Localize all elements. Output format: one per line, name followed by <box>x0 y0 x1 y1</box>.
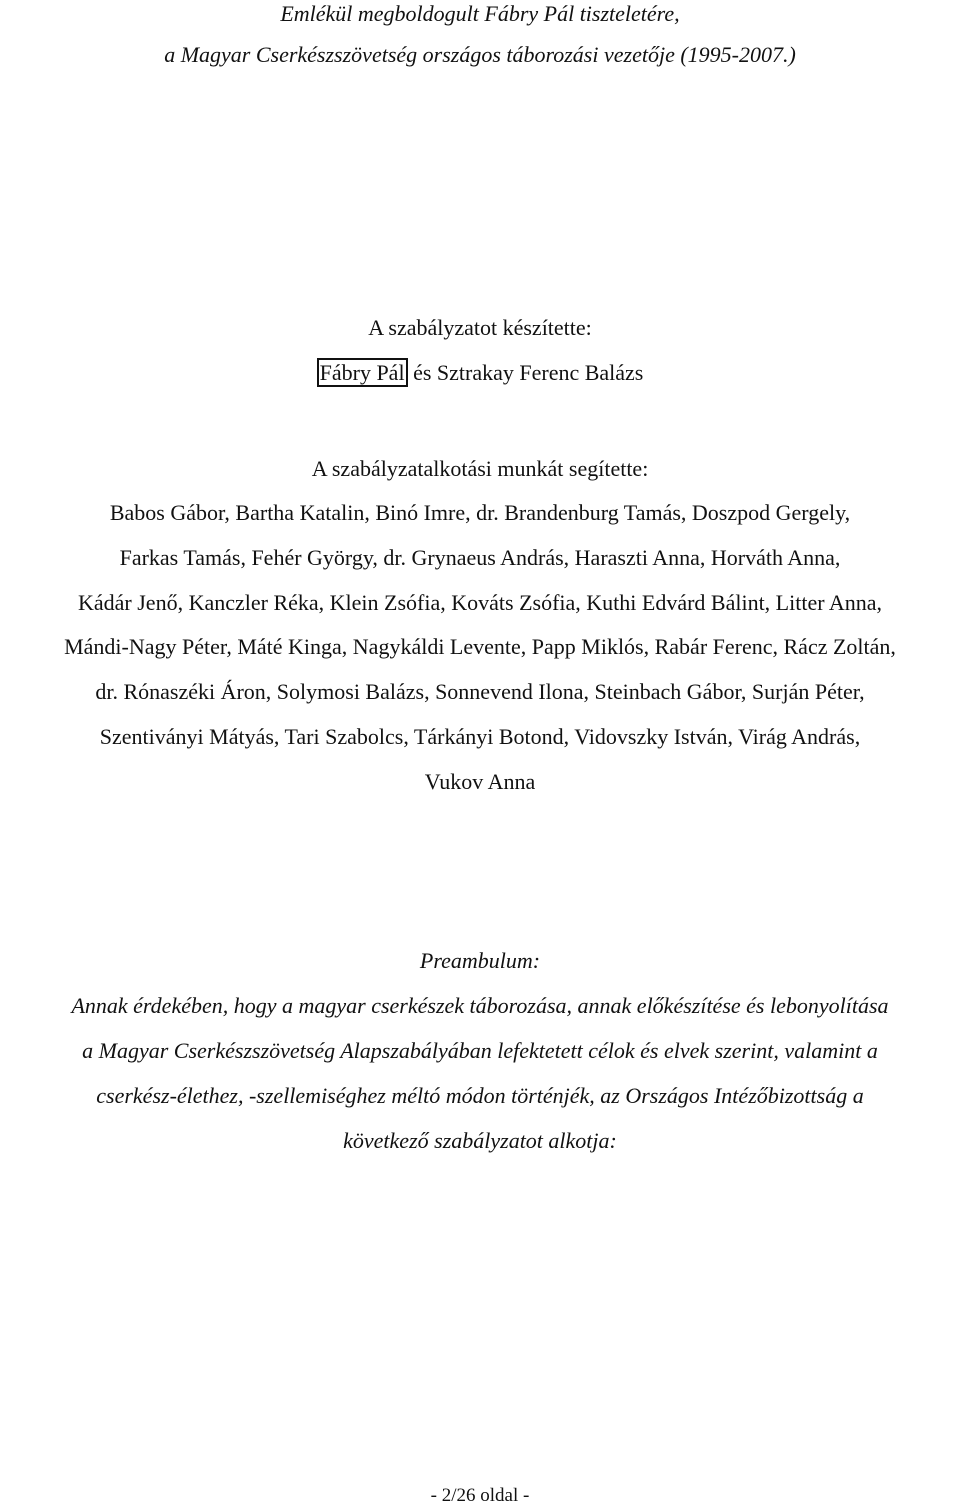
preamble-heading: Preambulum: <box>419 948 541 973</box>
authors-heading: A szabályzatot készítette: <box>368 315 592 340</box>
authors-names <box>0 359 960 387</box>
dedication-line-2: a Magyar Cserkészszövetség országos táborozási vezetője (1995-2007.) <box>164 42 796 67</box>
authors-rest: és Sztrakay Ferenc Balázs <box>407 360 644 385</box>
preamble-line: Annak érdekében, hogy a magyar cserkészek táborozása, annak előkészítése és lebonyolítása <box>71 993 889 1018</box>
preamble-line: következő szabályzatot alkotja: <box>343 1128 617 1153</box>
preamble-line: a Magyar Cserkészszövetség Alapszabályában lefektetett célok és elvek szerint, valamint a <box>82 1038 878 1063</box>
contributors-line: Babos Gábor, Bartha Katalin, Binó Imre, dr. Brandenburg Tamás, Doszpod Gergely, <box>109 500 851 525</box>
contributors-line: Szentiványi Mátyás, Tari Szabolcs, Tárkányi Botond, Vidovszky István, Virág András, <box>99 724 861 749</box>
page-number: - 2/26 oldal - <box>430 1485 530 1506</box>
contributors-heading: A szabályzatalkotási munkát segítette: <box>311 456 649 481</box>
contributors-line: Vukov Anna <box>424 769 536 794</box>
highlighted-author-name: Fábry Pál <box>317 358 408 387</box>
contributors-line: Mándi-Nagy Péter, Máté Kinga, Nagykáldi Levente, Papp Miklós, Rabár Ferenc, Rácz Zoltán, <box>64 634 896 659</box>
contributors-line: Farkas Tamás, Fehér György, dr. Grynaeus András, Haraszti Anna, Horváth Anna, <box>119 545 841 570</box>
contributors-line: Kádár Jenő, Kanczler Réka, Klein Zsófia, Kováts Zsófia, Kuthi Edvárd Bálint, Litter Anna, <box>78 590 882 615</box>
contributors-line: dr. Rónaszéki Áron, Solymosi Balázs, Sonnevend Ilona, Steinbach Gábor, Surján Péter, <box>95 679 865 704</box>
preamble-line: cserkész-élethez, -szellemiséghez méltó módon történjék, az Országos Intézőbizottság a <box>96 1083 864 1108</box>
dedication-line-1: Emlékül megboldogult Fábry Pál tiszteletére, <box>280 1 680 26</box>
